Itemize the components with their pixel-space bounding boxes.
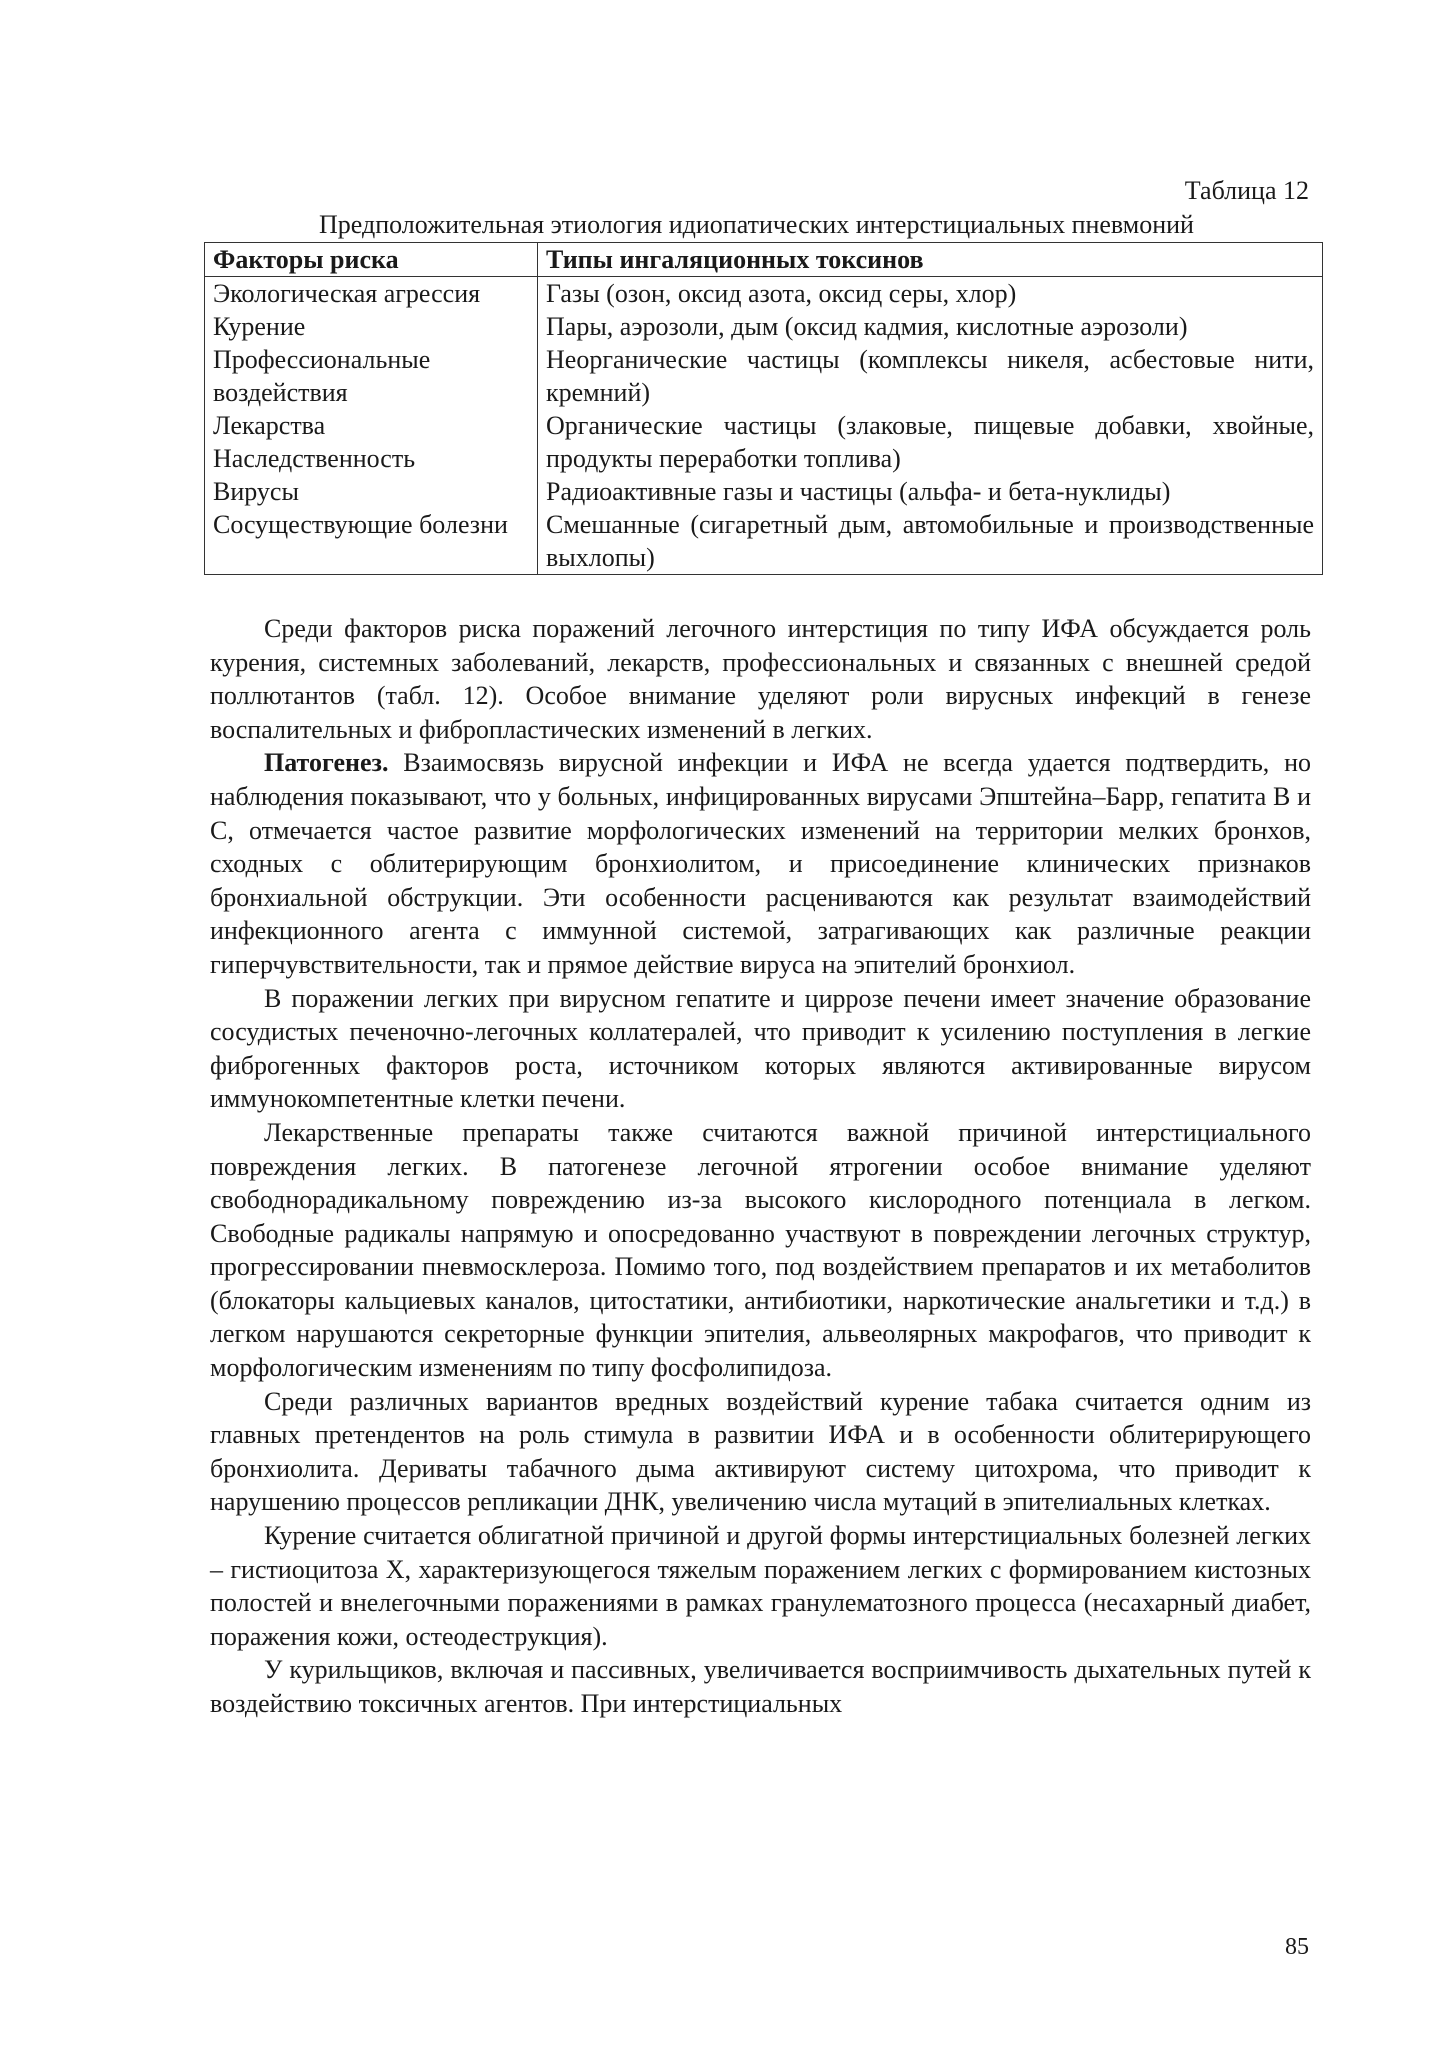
toxin-type-cell: Радиоактивные газы и частицы (альфа- и бета-нуклиды) [538,475,1323,508]
toxin-type-cell: Смешанные (сигаретный дым, автомобильные и производственные выхлопы) [538,508,1323,575]
toxin-type-cell: Неорганические частицы (комплексы никеля, асбестовые нити, кремний) [538,343,1323,409]
paragraph [210,612,1311,746]
risk-factor-cell: Сосуществующие болезни [205,508,538,575]
paragraph [210,982,1311,1116]
paragraph-text: Лекарственные препараты также считаются важной причиной интерстициального повреждения легких. В патогенезе легочной ятрогении особое внимание уделяют свободнорадикальному повреждению из-за высокого кислородного потенциала в легком. Свободные радикалы напрямую и опосредованно участвуют в повреждении легочных структур, прогрессировании пневмосклероза. Помимо того, под воздействием препаратов и их метаболитов (блокаторы кальциевых каналов, цитостатики, антибиотики, наркотические анальгетики и т.д.) в легком нарушаются секреторные функции эпителия, альвеолярных макрофагов, что приводит к морфологическим изменениям по типу фосфолипидоза. [210,1117,1311,1383]
paragraph-text: Среди различных вариантов вредных воздействий курение табака считается одним из главных претендентов на роль стимула в развитии ИФА и в особенности облитерирующего бронхиолита. Дериваты табачного дыма активируют систему цитохрома, что приводит к нарушению процессов репликации ДНК, увеличению числа мутаций в эпителиальных клетках. [210,1386,1311,1517]
page-number: 85 [1285,1934,1309,1960]
paragraph-text: Взаимосвязь вирусной инфекции и ИФА не всегда удается подтвердить, но наблюдения показывают, что у больных, инфицированных вирусами Эпштейна–Барр, гепатита В и С, отмечается частое развитие морфологических изменений на территории мелких бронхов, сходных с облитерирующим бронхиолитом, и присоединение клинических признаков бронхиальной обструкции. Эти особенности расцениваются как результат взаимодействий инфекционного агента с иммунной системой, затрагивающих как различные реакции гиперчувствительности, так и прямое действие вируса на эпителий бронхиол. [210,748,1311,979]
table-row [205,310,1323,343]
toxin-type-cell: Газы (озон, оксид азота, оксид серы, хлор) [538,277,1323,311]
toxin-type-cell: Пары, аэрозоли, дым (оксид кадмия, кислотные аэрозоли) [538,310,1323,343]
table-row [205,475,1323,508]
risk-factor-label: Наследственность [213,444,416,473]
table-number: Таблица 12 [1184,176,1309,205]
paragraph-text: У курильщиков, включая и пассивных, увеличивается восприимчивость дыхательных путей к воздействию токсичных агентов. При интерстициальных [210,1655,1311,1718]
table-row [205,343,1323,409]
risk-factor-cell: Экологическая агрессия [205,277,538,311]
table-header-row [205,243,1323,277]
risk-factor-cell: Профессиональные воздействия [205,343,538,409]
risk-factor-cell: Вирусы [205,475,538,508]
toxin-type-cell: Органические частицы (злаковые, пищевые добавки, хвойные, продукты переработки топлива) [538,409,1323,475]
table-caption: Предположительная этиология идиопатических интерстициальных пневмоний [319,210,1194,239]
risk-factors-table [204,242,1323,575]
paragraph-text: В поражении легких при вирусном гепатите и циррозе печени имеет значение образование сосудистых печеночно-легочных коллатералей, что приводит к усилению поступления в легкие фиброгенных факторов роста, источником которых являются активированные вирусом иммунокомпетентные клетки печени. [210,983,1311,1114]
paragraph [210,1116,1311,1385]
table-row [205,277,1323,311]
paragraph-text: Среди факторов риска поражений легочного интерстиция по типу ИФА обсуждается роль курения, системных заболеваний, лекарств, профессиональных и связанных с внешней средой поллютантов (табл. 12). Особое внимание уделяют роли вирусных инфекций в генезе воспалительных и фибропластических изменений в легких. [210,614,1311,744]
risk-factor-cell [205,409,538,475]
paragraph [210,1385,1311,1519]
table-header-cell: Факторы риска [205,243,538,277]
paragraph-lead: Патогенез. [264,748,389,778]
paragraph [210,1653,1311,1720]
paragraph [210,746,1311,981]
risk-factor-cell: Курение [205,310,538,343]
paragraph [210,1519,1311,1653]
paragraph-text: Курение считается облигатной причиной и другой формы интерстициальных болезней легких – гистиоцитоза Х, характеризующегося тяжелым поражением легких с формированием кистозных полостей и внелегочными поражениями в рамках гранулематозного процесса (несахарный диабет, поражения кожи, остеодеструкция). [210,1521,1311,1651]
table-row [205,508,1323,575]
risk-factor-label: Лекарства [213,411,326,440]
table-header-cell: Типы ингаляционных токсинов [538,243,1323,277]
table-row [205,409,1323,475]
body-text [210,612,1311,1721]
